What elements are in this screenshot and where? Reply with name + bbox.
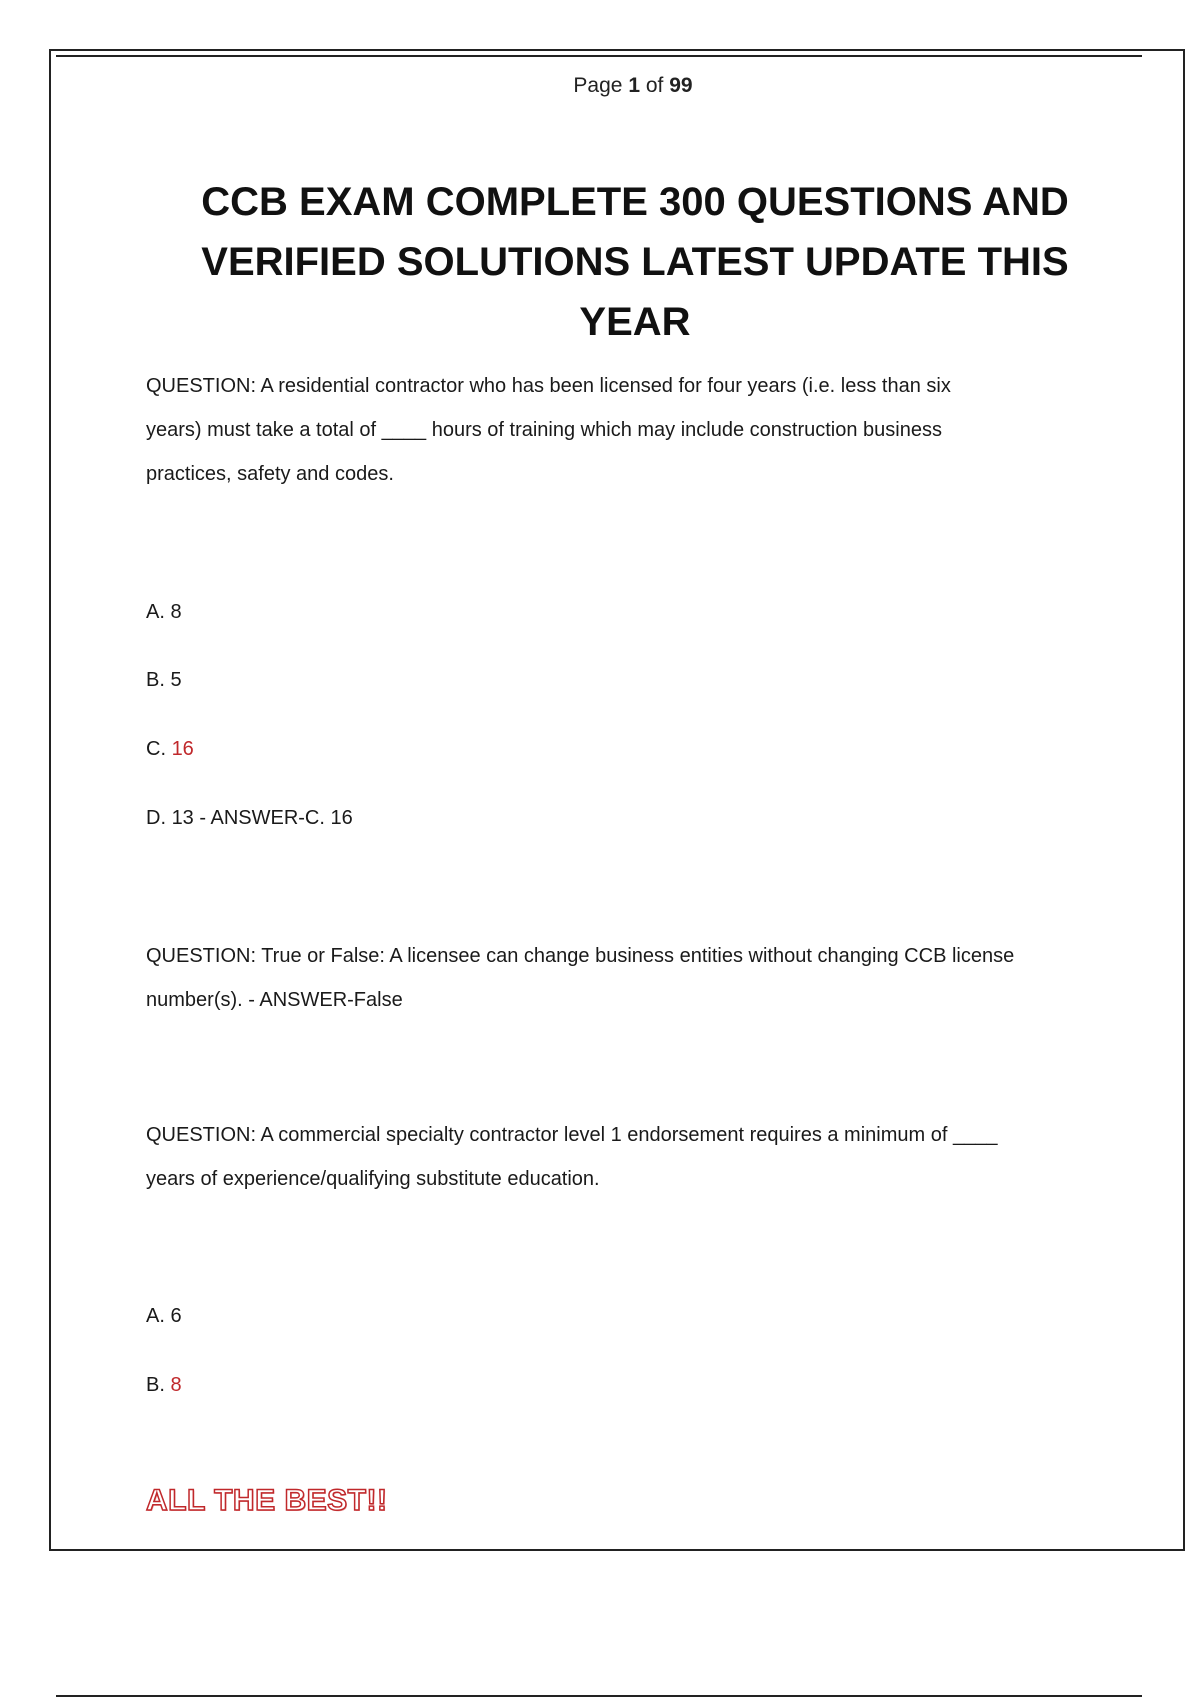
question-1-option-d — [146, 796, 1096, 840]
question-3-text — [146, 1113, 1096, 1201]
document-title — [180, 172, 1090, 352]
question-2-text — [146, 934, 1096, 1022]
question-2-line-1: QUESTION: True or False: A licensee can change business entities without changing CCB license — [146, 945, 1015, 967]
title-line-1: CCB EXAM COMPLETE 300 QUESTIONS AND — [201, 180, 1069, 224]
question-1-line-3: practices, safety and codes. — [146, 463, 394, 485]
option-value: 6 — [170, 1305, 182, 1327]
option-value: 13 - ANSWER-C. 16 — [171, 807, 353, 829]
option-prefix: C. — [146, 738, 166, 760]
question-1-option-a — [146, 590, 1096, 634]
page-prefix: Page — [573, 74, 623, 97]
option-prefix: B. — [146, 1374, 165, 1396]
page-current: 1 — [628, 74, 640, 97]
title-line-3: YEAR — [579, 300, 691, 344]
correct-option-value: 8 — [170, 1374, 182, 1396]
option-prefix: A. — [146, 601, 165, 623]
option-prefix: D. — [146, 807, 166, 829]
option-prefix: A. — [146, 1305, 165, 1327]
option-value: 5 — [170, 669, 182, 691]
question-3-option-a — [146, 1294, 1096, 1338]
option-prefix: B. — [146, 669, 165, 691]
correct-option-value: 16 — [171, 738, 194, 760]
top-rule — [56, 55, 1142, 57]
question-1-text — [146, 364, 1096, 496]
question-1-line-1: QUESTION: A residential contractor who has been licensed for four years (i.e. less than six — [146, 375, 951, 397]
question-2-line-2: number(s). - ANSWER-False — [146, 989, 403, 1011]
title-line-2: VERIFIED SOLUTIONS LATEST UPDATE THIS — [201, 240, 1069, 284]
question-1-option-b — [146, 658, 1096, 702]
page-of: of — [645, 74, 664, 97]
question-1-option-c — [146, 727, 1096, 771]
option-value: 8 — [170, 601, 182, 623]
question-3-option-b — [146, 1363, 1096, 1407]
page-number — [0, 74, 1200, 98]
bottom-rule — [56, 1695, 1142, 1697]
question-3-line-2: years of experience/qualifying substitute education. — [146, 1168, 600, 1190]
page-total: 99 — [669, 74, 693, 97]
closing-message: ALL THE BEST!! — [146, 1484, 388, 1517]
question-3-line-1: QUESTION: A commercial specialty contractor level 1 endorsement requires a minimum of ____ — [146, 1124, 998, 1146]
question-1-line-2: years) must take a total of ____ hours of training which may include construction business — [146, 419, 942, 441]
